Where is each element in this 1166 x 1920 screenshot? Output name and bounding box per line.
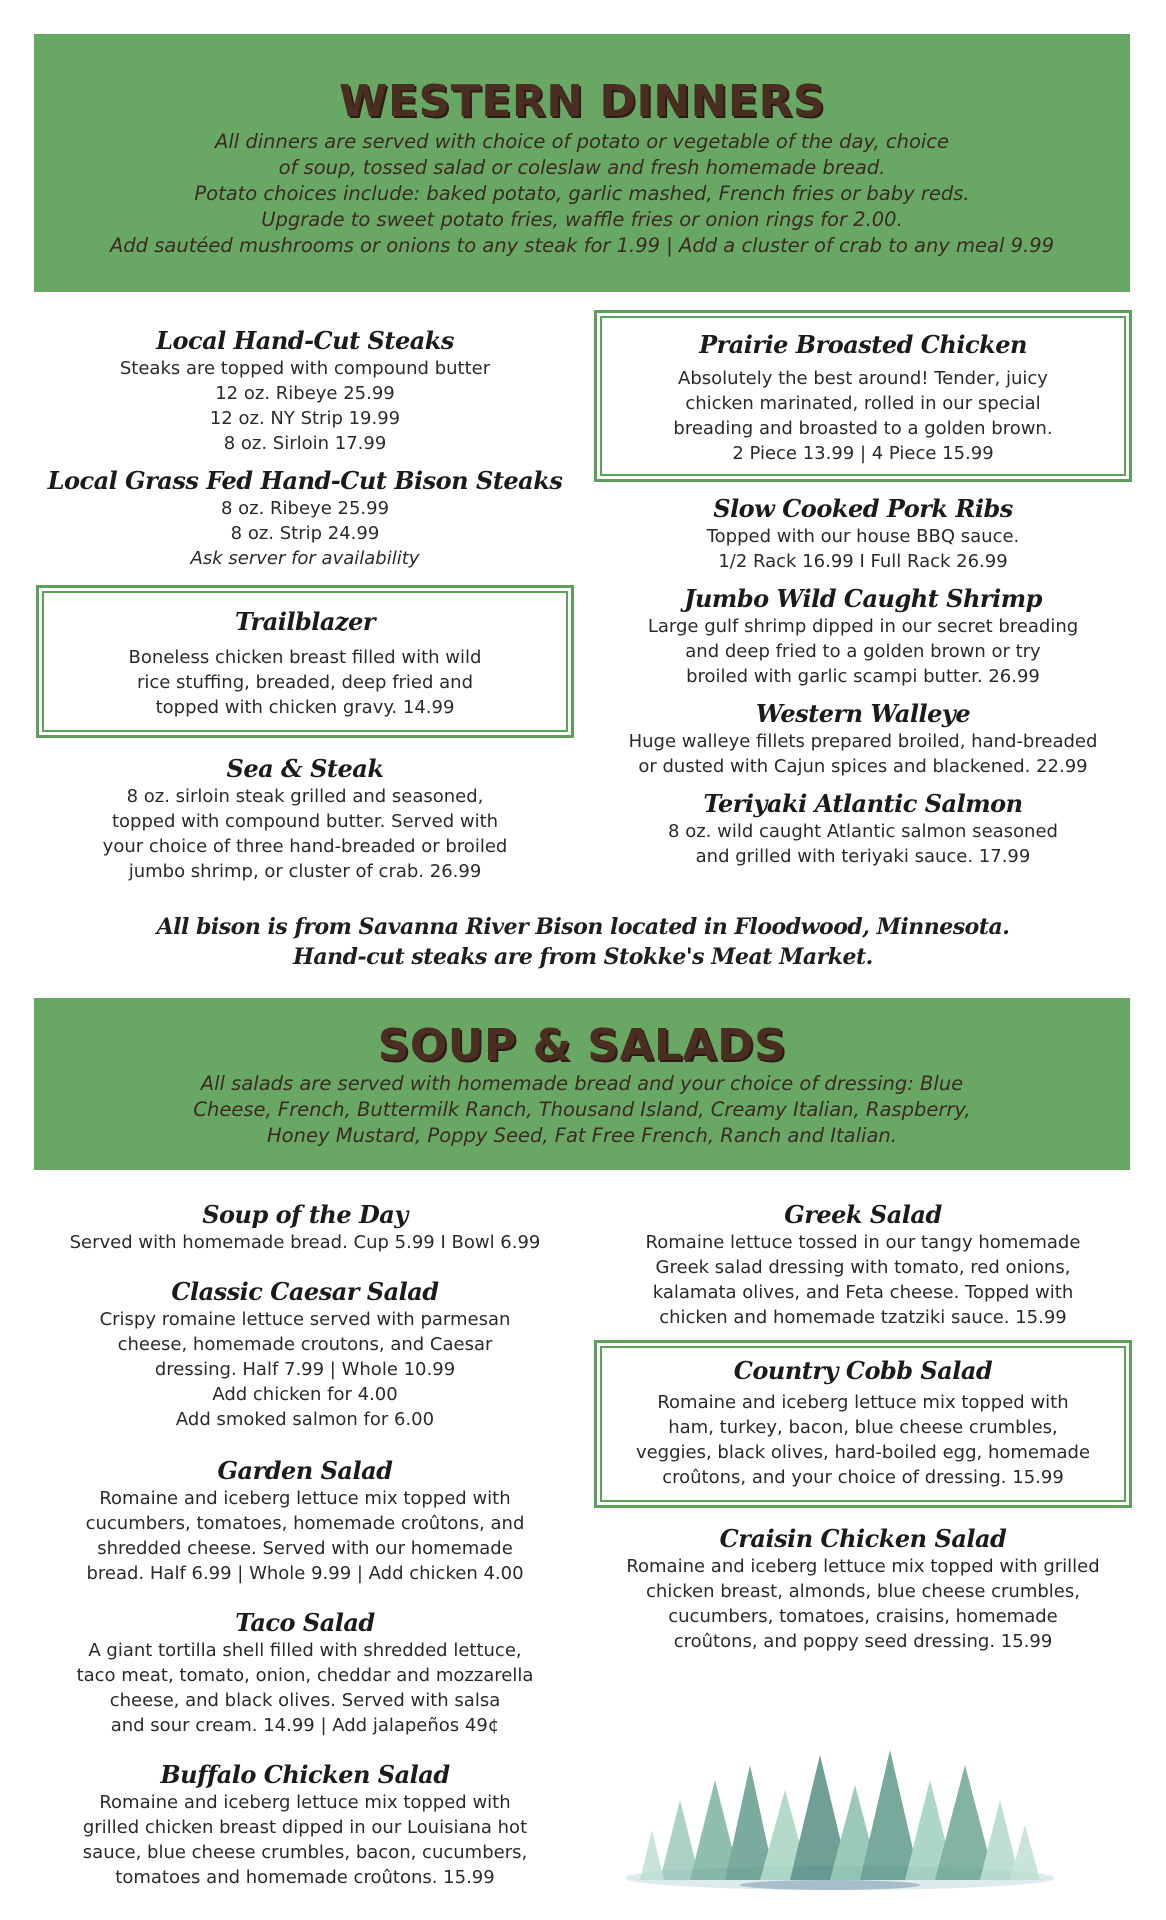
item-title: Sea & Steak bbox=[226, 754, 384, 783]
item-description: and grilled with teriyaki sauce. 17.99 bbox=[695, 846, 1031, 867]
item-title: Craisin Chicken Salad bbox=[719, 1524, 1007, 1553]
note-line: All bison is from Savanna River Bison located in Floodwood, Minnesota. bbox=[156, 914, 1010, 940]
item-price: 1/2 Rack 16.99 I Full Rack 26.99 bbox=[718, 551, 1008, 572]
item-description: 8 oz. wild caught Atlantic salmon seasoned bbox=[668, 821, 1058, 842]
tree-group bbox=[640, 1750, 1040, 1880]
menu-item-jumbo-shrimp bbox=[594, 584, 1132, 689]
item-description: Romaine and iceberg lettuce mix topped with bbox=[99, 1792, 511, 1813]
item-title: Local Hand-Cut Steaks bbox=[156, 326, 454, 355]
menu-item-buffalo-chicken-salad bbox=[40, 1760, 570, 1890]
item-description: topped with compound butter. Served with bbox=[111, 811, 499, 832]
item-title: Buffalo Chicken Salad bbox=[160, 1760, 450, 1789]
item-description: Absolutely the best around! Tender, juicy bbox=[678, 368, 1048, 389]
prairie-chicken-box bbox=[594, 310, 1132, 482]
item-description: chicken marinated, rolled in our special bbox=[685, 393, 1041, 414]
western-dinners-banner bbox=[34, 34, 1130, 292]
item-description: cheese, and black olives. Served with salsa bbox=[109, 1690, 501, 1711]
item-description: or dusted with Cajun spices and blackened. 22.99 bbox=[638, 756, 1088, 777]
item-description: A giant tortilla shell filled with shredded lettuce, bbox=[88, 1640, 522, 1661]
item-price: 8 oz. Strip 24.99 bbox=[230, 523, 380, 544]
item-description: veggies, black olives, hard-boiled egg, homemade bbox=[635, 1442, 1091, 1463]
item-price: and sour cream. 14.99 | Add jalapeños 49¢ bbox=[110, 1715, 500, 1736]
item-title: Taco Salad bbox=[235, 1608, 375, 1637]
menu-item-greek-salad bbox=[594, 1200, 1132, 1330]
menu-item-bison-steaks bbox=[40, 466, 570, 571]
item-title: Trailblazer bbox=[234, 607, 376, 636]
item-title: Slow Cooked Pork Ribs bbox=[713, 494, 1013, 523]
soups-left-column bbox=[40, 1200, 570, 1906]
western-intro-line: Potato choices include: baked potato, garlic mashed, French fries or baby reds. bbox=[194, 182, 970, 205]
item-description: Romaine and iceberg lettuce mix topped with grilled bbox=[626, 1556, 1100, 1577]
western-left-column bbox=[40, 326, 570, 900]
item-title: Local Grass Fed Hand-Cut Bison Steaks bbox=[47, 466, 563, 495]
item-description: Romaine lettuce tossed in our tangy homemade bbox=[645, 1232, 1081, 1253]
prairie-chicken-box-inner bbox=[600, 316, 1126, 476]
menu-item-sea-and-steak bbox=[40, 754, 570, 884]
item-description: your choice of three hand-breaded or broiled bbox=[102, 836, 508, 857]
menu-item-caesar-salad bbox=[40, 1277, 570, 1432]
item-description: cheese, homemade croutons, and Caesar bbox=[117, 1334, 493, 1355]
item-description: breading and broasted to a golden brown. bbox=[673, 418, 1053, 439]
item-description: cucumbers, tomatoes, homemade croûtons, and bbox=[85, 1513, 525, 1534]
item-description: broiled with garlic scampi butter. 26.99 bbox=[686, 666, 1040, 687]
note-line: Hand-cut steaks are from Stokke's Meat Market. bbox=[293, 944, 873, 970]
soups-intro-line: All salads are served with homemade bread and your choice of dressing: Blue bbox=[200, 1072, 964, 1095]
item-title: Teriyaki Atlantic Salmon bbox=[703, 789, 1023, 818]
item-price: dressing. Half 7.99 | Whole 10.99 bbox=[154, 1359, 456, 1380]
item-description: Greek salad dressing with tomato, red onions, bbox=[655, 1257, 1071, 1278]
item-description: Romaine and iceberg lettuce mix topped with bbox=[657, 1392, 1069, 1413]
country-cobb-box bbox=[594, 1340, 1132, 1508]
item-note: Ask server for availability bbox=[190, 548, 420, 569]
item-description: Topped with our house BBQ sauce. bbox=[706, 526, 1020, 547]
menu-item-soup-of-the-day bbox=[40, 1200, 570, 1255]
menu-item-teriyaki-salmon bbox=[594, 789, 1132, 869]
menu-item-taco-salad bbox=[40, 1608, 570, 1738]
western-intro-line: Add sautéed mushrooms or onions to any steak for 1.99 | Add a cluster of crab to any meal 9.99 bbox=[109, 234, 1055, 257]
item-description: Huge walleye fillets prepared broiled, hand-breaded bbox=[628, 731, 1098, 752]
item-price: bread. Half 6.99 | Whole 9.99 | Add chicken 4.00 bbox=[86, 1563, 524, 1584]
item-title: Classic Caesar Salad bbox=[171, 1277, 439, 1306]
item-price: Add smoked salmon for 6.00 bbox=[175, 1409, 435, 1430]
item-description: Large gulf shrimp dipped in our secret breading bbox=[647, 616, 1079, 637]
menu-item-garden-salad bbox=[40, 1456, 570, 1586]
item-description: and deep fried to a golden brown or try bbox=[685, 641, 1041, 662]
item-description: taco meat, tomato, onion, cheddar and mozzarella bbox=[76, 1665, 534, 1686]
item-description: jumbo shrimp, or cluster of crab. 26.99 bbox=[128, 861, 482, 882]
item-description: ham, turkey, bacon, blue cheese crumbles, bbox=[668, 1417, 1058, 1438]
item-description: sauce, blue cheese crumbles, bacon, cucumbers, bbox=[82, 1842, 528, 1863]
item-description: Boneless chicken breast filled with wild bbox=[128, 647, 482, 668]
western-intro-line: All dinners are served with choice of potato or vegetable of the day, choice bbox=[214, 130, 950, 153]
western-right-column bbox=[594, 310, 1132, 885]
menu-item-western-walleye bbox=[594, 699, 1132, 779]
soup-salads-title: SOUP & SALADS bbox=[377, 1020, 787, 1071]
western-intro-line: of soup, tossed salad or coleslaw and fresh homemade bread. bbox=[278, 156, 886, 179]
item-price: croûtons, and poppy seed dressing. 15.99 bbox=[673, 1631, 1053, 1652]
item-price: Add chicken for 4.00 bbox=[212, 1384, 398, 1405]
menu-item-craisin-chicken-salad bbox=[594, 1524, 1132, 1654]
item-title: Greek Salad bbox=[784, 1200, 942, 1229]
western-dinners-title: WESTERN DINNERS bbox=[338, 76, 826, 127]
item-price: 8 oz. Ribeye 25.99 bbox=[220, 498, 390, 519]
water-wash bbox=[740, 1880, 920, 1890]
item-description: Crispy romaine lettuce served with parmesan bbox=[99, 1309, 511, 1330]
watercolor-trees-illustration bbox=[620, 1740, 1060, 1890]
item-description: shredded cheese. Served with our homemade bbox=[97, 1538, 513, 1559]
item-title: Soup of the Day bbox=[202, 1200, 408, 1229]
item-description: cucumbers, tomatoes, craisins, homemade bbox=[668, 1606, 1058, 1627]
item-price: 2 Piece 13.99 | 4 Piece 15.99 bbox=[732, 443, 994, 464]
trailblazer-box-inner bbox=[42, 591, 568, 732]
item-price: 8 oz. Sirloin 17.99 bbox=[223, 433, 387, 454]
soups-intro-line: Honey Mustard, Poppy Seed, Fat Free French, Ranch and Italian. bbox=[267, 1124, 897, 1147]
item-title: Garden Salad bbox=[217, 1456, 393, 1485]
item-price: 12 oz. NY Strip 19.99 bbox=[209, 408, 401, 429]
country-cobb-box-inner bbox=[600, 1346, 1126, 1502]
item-description: Steaks are topped with compound butter bbox=[119, 358, 491, 379]
menu-item-hand-cut-steaks bbox=[40, 326, 570, 456]
item-description: Romaine and iceberg lettuce mix topped with bbox=[99, 1488, 511, 1509]
item-description: topped with chicken gravy. 14.99 bbox=[155, 697, 455, 718]
soup-salads-banner bbox=[34, 998, 1130, 1170]
bison-sourcing-note bbox=[0, 912, 1166, 972]
item-title: Western Walleye bbox=[755, 699, 971, 728]
item-description: chicken breast, almonds, blue cheese crumbles, bbox=[646, 1581, 1080, 1602]
item-title: Prairie Broasted Chicken bbox=[699, 330, 1027, 359]
item-description: 8 oz. sirloin steak grilled and seasoned, bbox=[126, 786, 484, 807]
item-description: grilled chicken breast dipped in our Louisiana hot bbox=[82, 1817, 528, 1838]
item-title: Jumbo Wild Caught Shrimp bbox=[684, 584, 1042, 613]
soups-intro-line: Cheese, French, Buttermilk Ranch, Thousand Island, Creamy Italian, Raspberry, bbox=[193, 1098, 971, 1121]
item-description: Served with homemade bread. Cup 5.99 I Bowl 6.99 bbox=[69, 1232, 541, 1253]
western-intro-line: Upgrade to sweet potato fries, waffle fries or onion rings for 2.00. bbox=[261, 208, 903, 231]
item-price: tomatoes and homemade croûtons. 15.99 bbox=[115, 1867, 495, 1888]
item-price: chicken and homemade tzatziki sauce. 15.99 bbox=[659, 1307, 1067, 1328]
item-price: croûtons, and your choice of dressing. 15.99 bbox=[662, 1467, 1064, 1488]
menu-item-pork-ribs bbox=[594, 494, 1132, 574]
item-price: 12 oz. Ribeye 25.99 bbox=[215, 383, 395, 404]
trailblazer-box bbox=[36, 585, 574, 738]
item-title: Country Cobb Salad bbox=[733, 1356, 993, 1385]
item-description: rice stuffing, breaded, deep fried and bbox=[136, 672, 474, 693]
item-description: kalamata olives, and Feta cheese. Topped with bbox=[652, 1282, 1074, 1303]
soups-right-column bbox=[594, 1200, 1132, 1670]
